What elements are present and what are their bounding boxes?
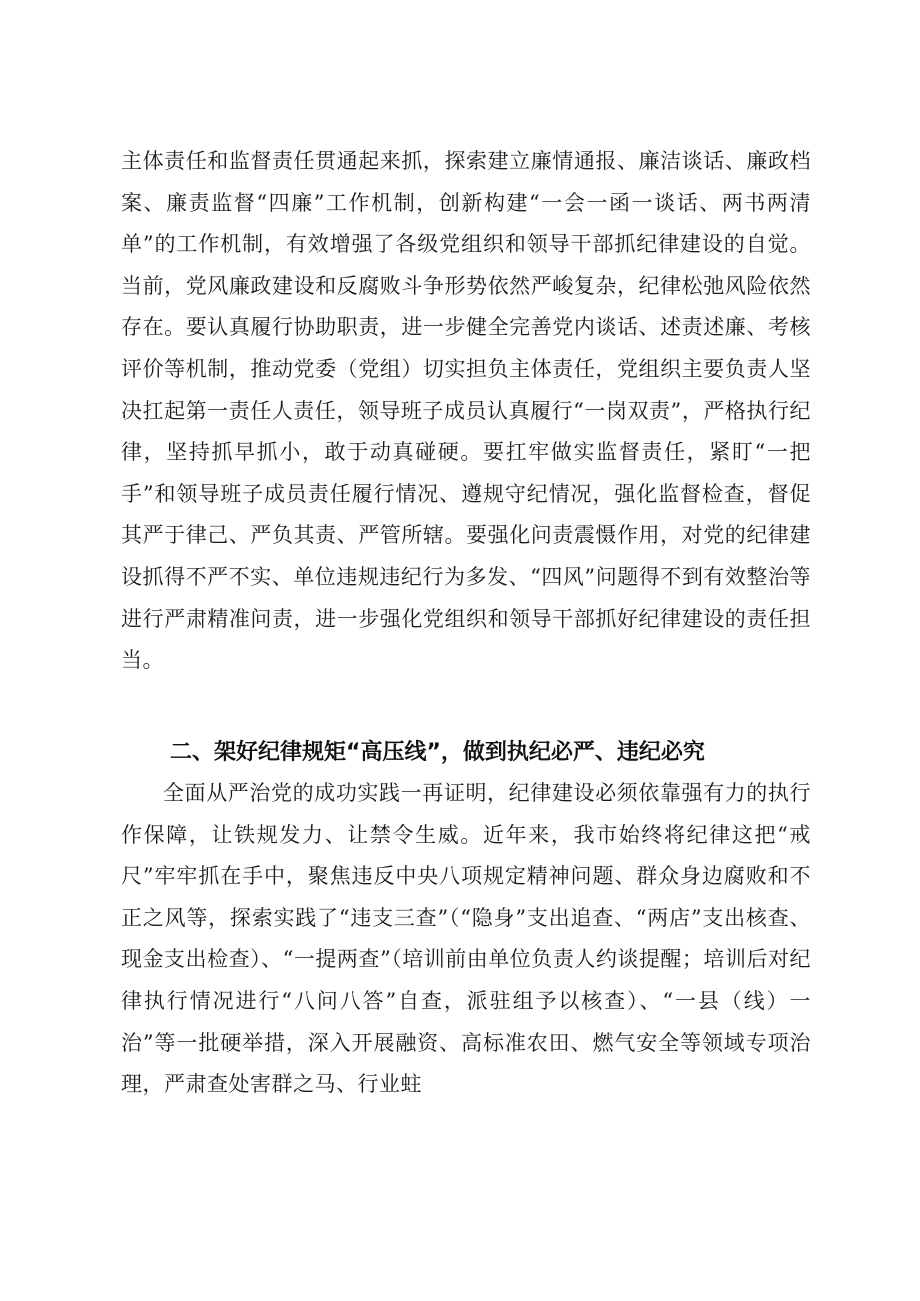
section-heading: 二、架好纪律规矩“高压线”，做到执纪必严、违纪必究: [170, 740, 705, 765]
body-paragraph: 全面从严治党的成功实践一再证明，纪律建设必须依靠强有力的执行作保障，让铁规发力、让禁令生威。近年来，我市始终将纪律这把“戒尺”牢牢抓在手中，聚焦违反中央八项规定精神问题、群众身边腐败和不正之风等，探索实践了“违支三查”（“隐身”支出追查、“两店”支出核查、现金支出检查）、“一提两查”（培训前由单位负责人约谈提醒；培训后对纪律执行情况进行“八问八答”自查，派驻组予以核查）、“一县（线）一治”等一批硬举措，深入开展融资、高标准农田、燃气安全等领域专项治理，严肃查处害群之马、行业蛀: [121, 781, 811, 1097]
body-paragraph-continuation: 主体责任和监督责任贯通起来抓，探索建立廉情通报、廉洁谈话、廉政档案、廉责监督“四廉”工作机制，创新构建“一会一函一谈话、两书两清单”的工作机制，有效增强了各级党组织和领导干部抓纪律建设的自觉。当前，党风廉政建设和反腐败斗争形势依然严峻复杂，纪律松弛风险依然存在。要认真履行协助职责，进一步健全完善党内谈话、述责述廉、考核评价等机制，推动党委（党组）切实担负主体责任，党组织主要负责人坚决扛起第一责任人责任，领导班子成员认真履行“一岗双责”，严格执行纪律，坚持抓早抓小，敢于动真碰硬。要扛牢做实监督责任，紧盯“一把手”和领导班子成员责任履行情况、遵规守纪情况，强化监督检查，督促其严于律己、严负其责、严管所辖。要强化问责震慑作用，对党的纪律建设抓得不严不实、单位违规违纪行为多发、“四风”问题得不到有效整治等进行严肃精准问责，进一步强化党组织和领导干部抓好纪律建设的责任担当。: [121, 149, 811, 673]
